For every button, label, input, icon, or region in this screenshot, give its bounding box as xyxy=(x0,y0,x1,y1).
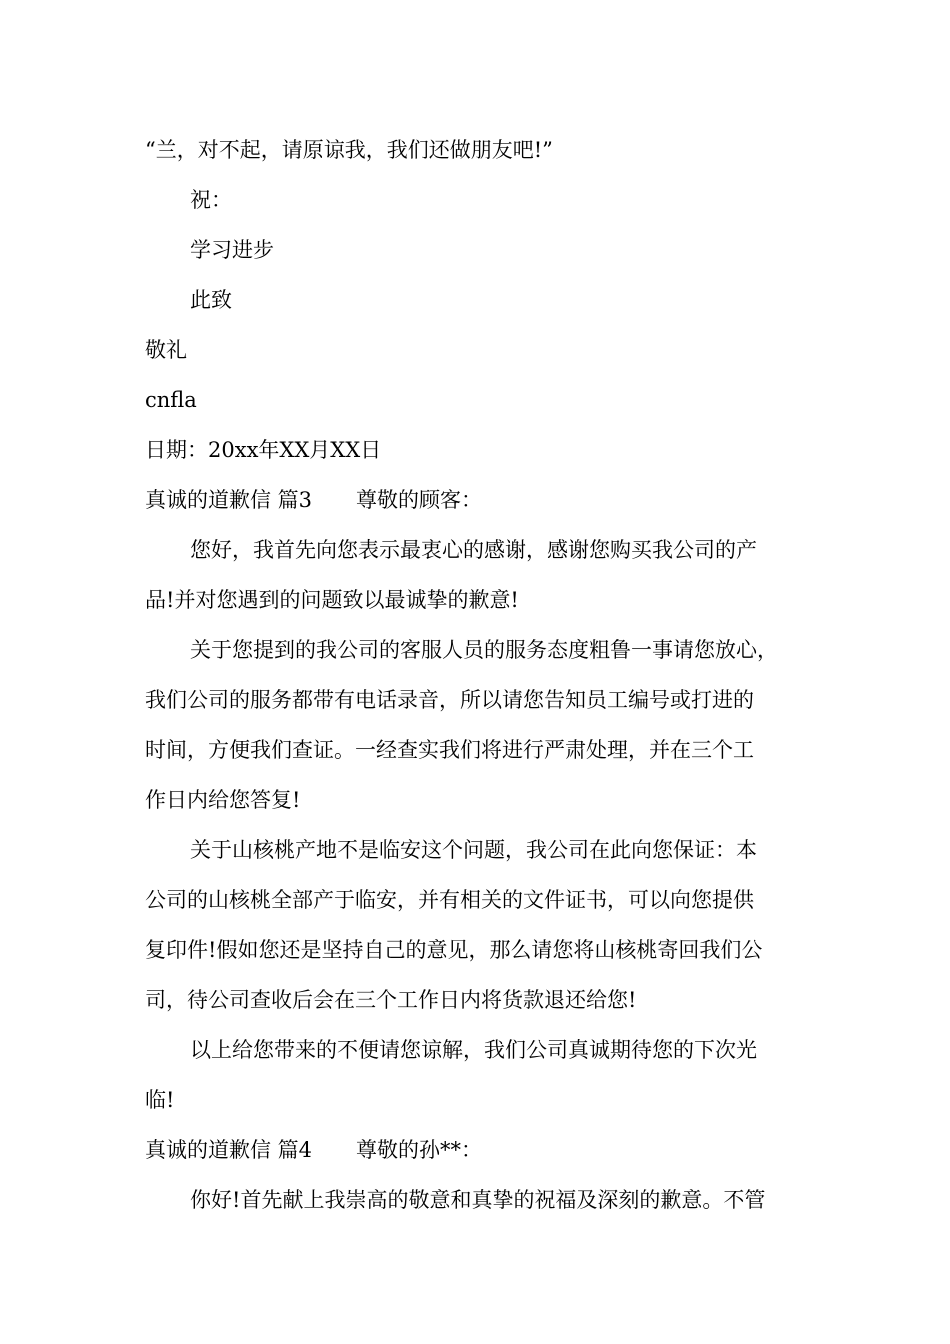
paragraph-line: 时间，方便我们查证。一经查实我们将进行严肃处理，并在三个工 xyxy=(145,738,754,762)
signature: cnfla xyxy=(145,388,197,412)
paragraph-line: 公司的山核桃全部产于临安，并有相关的文件证书，可以向您提供 xyxy=(145,888,754,912)
paragraph-line: 关于您提到的我公司的客服人员的服务态度粗鲁一事请您放心， xyxy=(190,638,778,662)
letter3-heading-line xyxy=(145,487,482,513)
closing-salute-1: 此致 xyxy=(190,288,232,312)
paragraph-line: 以上给您带来的不便请您谅解，我们公司真诚期待您的下次光 xyxy=(190,1038,757,1062)
paragraph-line: 司，待公司查收后会在三个工作日内将货款退还给您! xyxy=(145,988,637,1012)
closing-salute-2: 敬礼 xyxy=(145,338,187,362)
letter3-greeting: 尊敬的顾客： xyxy=(356,488,483,512)
letter4-heading-line xyxy=(145,1137,482,1163)
paragraph-line: 复印件!假如您还是坚持自己的意见，那么请您将山核桃寄回我们公 xyxy=(145,938,763,962)
paragraph-line: 您好，我首先向您表示最衷心的感谢，感谢您购买我公司的产 xyxy=(190,538,757,562)
paragraph-line: 临! xyxy=(145,1088,175,1112)
closing-wish: 祝： xyxy=(190,188,232,212)
letter3-heading: 真诚的道歉信 篇3 xyxy=(145,488,313,512)
paragraph-line: 作日内给您答复! xyxy=(145,788,301,812)
closing-quote: “兰，对不起，请原谅我，我们还做朋友吧!” xyxy=(145,138,553,162)
closing-wish-text: 学习进步 xyxy=(190,238,274,262)
paragraph-line: 关于山核桃产地不是临安这个问题，我公司在此向您保证：本 xyxy=(190,838,757,862)
paragraph-line: 品!并对您遇到的问题致以最诚挚的歉意! xyxy=(145,588,519,612)
paragraph-line: 我们公司的服务都带有电话录音，所以请您告知员工编号或打进的 xyxy=(145,688,754,712)
letter4-heading: 真诚的道歉信 篇4 xyxy=(145,1138,313,1162)
letter-date: 日期：20xx年XX月XX日 xyxy=(145,438,382,462)
paragraph-line: 你好!首先献上我崇高的敬意和真挚的祝福及深刻的歉意。不管 xyxy=(190,1188,766,1212)
letter4-greeting: 尊敬的孙**： xyxy=(356,1138,483,1162)
